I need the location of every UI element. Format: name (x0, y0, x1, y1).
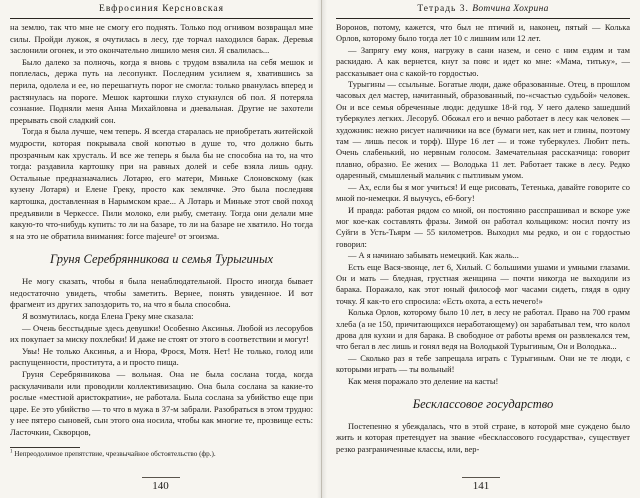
paragraph: Есть еще Вася-звонце, лет 6, Хилый. С большими ушами и умными глазами. Он и мать — бледная, грустная женщина — почти никогда не выходили из барака. Поражало, как этот юный философ мог часами сидеть, глядя в одну точку. Я как-то его спросила: «Есть охота, а есть нечего!» (336, 261, 630, 306)
left-page-number: 140 (152, 480, 169, 492)
paragraph: Колька Орлов, которому было 10 лет, в лесу не работал. Право на 700 грамм хлеба (а не 150, причитающихся неработающему) он зарабатывал тем, что колол дрова для кухни и для барака. В свободное от работы время он развлекался тем, что бегал в лес лишь и гонял ведя на Володькой Турыгиным, Он и Володька... (336, 307, 630, 352)
footnote-marker: 1 (10, 449, 13, 455)
right-page (322, 0, 640, 498)
left-running-head: Евфросиния Керсновская (99, 4, 224, 14)
section-title: Бесклассовое государство (412, 397, 554, 411)
paragraph: Воронов, потому, кажется, что был не птичий и, наконец, пятый — Колька Орлов, которому было тогда лет 10 с лишним или 12 лет. (336, 22, 630, 44)
running-head-prefix: Тетрадь 3. (417, 4, 469, 14)
paragraph: Было далеко за полночь, когда я вновь с трудом взвалила на себя мешок и поплелась, держа путь на лесопункт. Последним усилием я, хватившись за перила, одолела и ее, но перешагнуть порог не смогла: только рванулась вперед и растянулась на пороге. Мешок картошки глухо стукнулся об пол. Я потеряла сознание. Подняли меня Анна Михайловна и дневальная. Другие не захотели прерывать свой сладкий сон. (10, 56, 313, 125)
paragraph: Не могу сказать, чтобы я была ненаблюдательной. Просто иногда бывает недостаточно увидеть, чтобы заметить. Вернее, понять увиденное. И вот фрагмент из других запоздорить то, на что я была способна. (10, 276, 313, 310)
paragraph: — Очень бесстыдные здесь девушки! Особенно Аксинья. Любой из лесорубов их покупает за миску похлебки! И даже не стоят от этого в соответствии и могут! (10, 322, 313, 345)
section-title: Груня Серебрянникова и семья Турыгиных (50, 252, 273, 267)
left-head-rule (10, 18, 313, 19)
paragraph: Тогда я была лучше, чем теперь. Я всегда старалась не приобретать житейской мудрости, которая покрывала свой копотью в душе то, что должно быть прозрачным как хрусталь. И все же теперь я была бы не способна на то, на что тогда: раздавила картошку при на равных долей и себе взяла лишь одну. Остальные предназначались Лотарю, его матери, Миньке Слоновскому (как кузену Лотаря) и Елене Греку, просто как землячке. Это была последняя картошка, доставленная в Нарымском крае... А Лотарь и Миньке этот свой поход предъявили в Черкессе. Пили молоко, ели рыбу, сметану. Тогда они делали мне какую-то что-нибудь купить: то ли на базаре, то ли на базаре не хватило. Но тогда я на это не обратила внимания: force majeure¹ от эгоизма. (10, 126, 313, 241)
left-body-text (10, 22, 313, 439)
paragraph: на землю, так что мне не смогу его поднять. Только под огнивом возвращал мне силы. Пройди лужок, я очутилась в лесу, где торчал находился барак. Деревья заслонили огонек, и это окончательно лишило меня сил. Я свалилась... (10, 22, 313, 56)
footnote-text: Непреодолимое препятствие, чрезвычайное обстоятельство (фр.). (14, 449, 216, 458)
paragraph: Турыгины — ссыльные. Богатые люди, даже образованные. Отец, в прошлом часовых дел мастер, начитанный, образованный, по-«счастью судьбой» человек. Он и все семья обреченные люди: дедушке 18-й год. У него далеко зашедший туберкулез легких. Лесоруб. Обожал его и вечно работает в лесу как человек — художник: нежно рисует наличники на все (бумаги нет, как нет и глины, поэтому там — лишь песок и торф). Шуре 16 лет — и тоже туберкулез. Любит петь. Очень слабенький, но нервным голосом. Замечательная рассказчица: говорит плавно, образно. Ее жених — Володька 11 лет. Работает также в лесу. Редко одаренный, смышленый мальчик с пытливым умом. (336, 79, 630, 181)
folio-rule (142, 477, 180, 478)
right-head-rule (336, 18, 630, 19)
paragraph: — Запрягу ему коня, нагружу в сани назем, и сено с ним ездим и там раскидаю. А как вернется, кнут за пояс и идет ко мне: «Мама, титьку», — рассказывает она с какой-то гордостью. (336, 44, 630, 78)
right-page-number: 141 (472, 480, 490, 492)
running-head-title: Вотчина Хохрина (472, 4, 549, 14)
right-running-head (336, 3, 630, 16)
paragraph: Увы! Не только Аксинья, а и Нюра, Фрося, Мотя. Нет! Не только, голод или распущенности, проститута, а и просто пища. (10, 345, 313, 368)
footnote-rule (10, 447, 80, 448)
paragraph: Груня Серебрянникова — вольная. Она не была сослана тогда, когда раскулачивали или проводили коллективизацию. Она была сослана за какие-то рослые «местной аристократии», не работала. Была сослана за убийство еще при царе. Ее это убийство — то что в мужа в 37-м забрали. Разобраться в этом трудно: у нее пятеро сыновей, сын этого она носила, чтобы как многие те, прозвище есть: Ласточкин, Скворцов, (10, 369, 313, 437)
paragraph: — Ах, если бы я мог учиться! И еще рисовать, Тетенька, давайте говорите со мной по-немецки. Я выучусь, еб-богу! (336, 181, 630, 204)
paragraph: Как меня поражало это деление на касты! (348, 375, 499, 386)
footnote (10, 450, 313, 459)
paragraph: — А я начинаю забывать немецкий. Как жаль... (348, 250, 519, 261)
right-body-text (336, 22, 630, 455)
paragraph: Я возмутилась, когда Елена Греку мне сказала: (22, 311, 194, 322)
paragraph: И правда: работая рядом со мной, он постоянно расспрашивал и вскоре уже мог кое-как составлять фразы. Зимой он работал кольщиком: носил почту из Суйги в Усть-Тьярм — 55 километров. Выходил мы редко, и он с гордостью говорил: (336, 204, 630, 249)
paragraph: Постепенно я убеждалась, что в этой стране, в которой мне суждено было жить и которая претендует на звание «бесклассового государства», существует резко разграниченные классы, или, вер- (336, 421, 630, 454)
paragraph: — Сколько раз я тебе запрещала играть с Турыгиным. Они не те люди, с которыми играть — ты вольный! (336, 352, 630, 375)
folio-rule (462, 477, 500, 478)
